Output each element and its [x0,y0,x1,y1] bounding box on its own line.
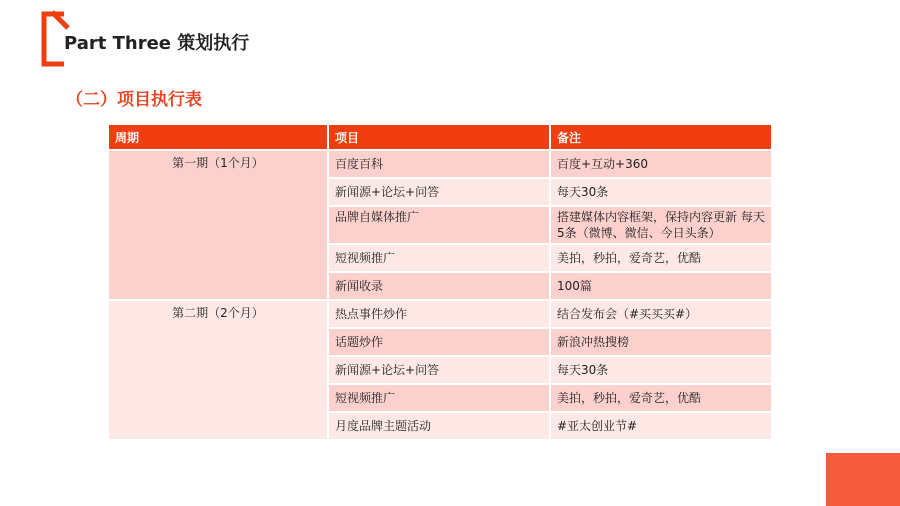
note-cell: 每天30条 [550,178,772,206]
note-cell: 搭建媒体内容框架，保持内容更新 每天5条（微博、微信、今日头条） [550,206,772,244]
page-title: Part Three 策划执行 [64,33,250,54]
item-cell: 月度品牌主题活动 [328,412,550,440]
note-cell: 美拍，秒拍，爱奇艺，优酷 [550,244,772,272]
column-header-item: 项目 [328,124,550,150]
column-header-note: 备注 [550,124,772,150]
section-title: （二）项目执行表 [66,90,202,110]
note-cell: 结合发布会（#买买买#） [550,300,772,328]
item-cell: 百度百科 [328,150,550,178]
item-cell: 新闻源+论坛+问答 [328,356,550,384]
item-cell: 话题炒作 [328,328,550,356]
note-cell: #亚太创业节# [550,412,772,440]
table-header-row [108,124,772,150]
note-cell: 美拍，秒拍，爱奇艺，优酷 [550,384,772,412]
note-cell: 100篇 [550,272,772,300]
item-cell: 品牌自媒体推广 [328,206,550,244]
item-cell: 热点事件炒作 [328,300,550,328]
table-row [108,300,772,328]
item-cell: 新闻源+论坛+问答 [328,178,550,206]
corner-accent-block [826,453,900,506]
note-cell: 每天30条 [550,356,772,384]
execution-table [107,123,773,441]
item-cell: 新闻收录 [328,272,550,300]
column-header-period: 周期 [108,124,328,150]
note-cell: 百度+互动+360 [550,150,772,178]
period-cell: 第一期（1个月） [108,150,328,300]
item-cell: 短视频推广 [328,244,550,272]
period-cell: 第二期（2个月） [108,300,328,440]
table-row [108,150,772,178]
item-cell: 短视频推广 [328,384,550,412]
note-cell: 新浪冲热搜榜 [550,328,772,356]
